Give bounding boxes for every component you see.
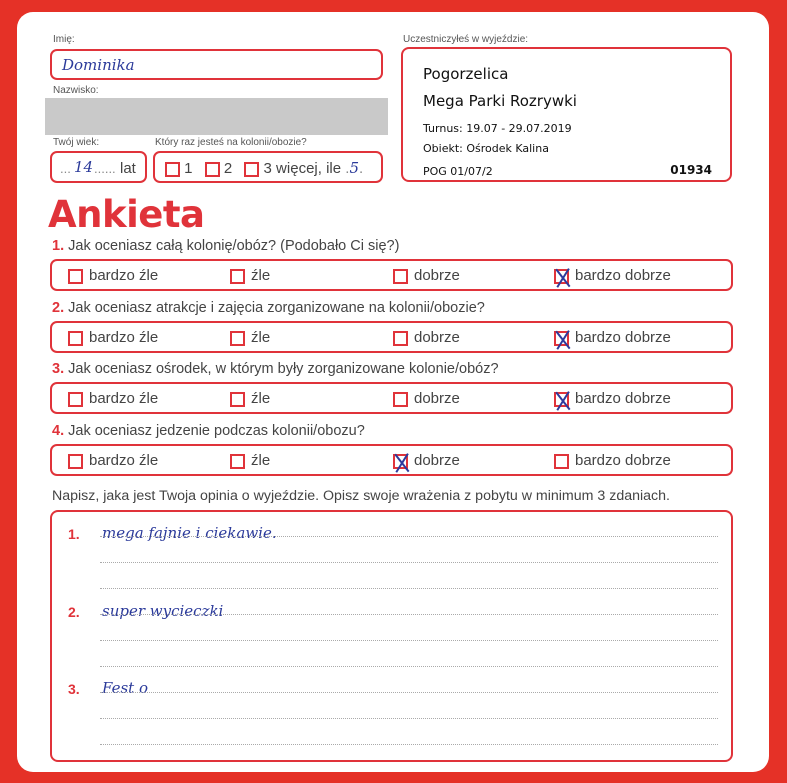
trip-label: Uczestniczyłeś w wyjeździe: (403, 34, 529, 45)
age-dots-after: ...... (94, 161, 116, 176)
option-label: dobrze (414, 390, 460, 407)
trip-name: Mega Parki Rozrywki (423, 92, 577, 110)
option-3-3[interactable] (393, 390, 460, 407)
times-checkbox-3[interactable] (244, 162, 259, 177)
answer-row-3 (50, 382, 733, 414)
times-opt3-label: 3 więcej, ile (263, 160, 342, 177)
age-dots-before: ... (60, 161, 71, 176)
option-1-1[interactable] (68, 267, 158, 284)
option-label: dobrze (414, 452, 460, 469)
times-opt2-label: 2 (223, 160, 233, 177)
writing-line (100, 744, 718, 745)
writing-line (100, 640, 718, 641)
option-2-1[interactable] (68, 329, 158, 346)
opinion-number: 1. (68, 526, 80, 542)
option-2-2[interactable] (230, 329, 270, 346)
option-4-4[interactable] (554, 452, 671, 469)
option-label: dobrze (414, 267, 460, 284)
option-label: bardzo źle (89, 452, 159, 469)
age-label: Twój wiek: (53, 137, 100, 148)
trip-code: POG 01/07/2 (423, 165, 493, 178)
checkbox[interactable] (393, 331, 408, 346)
option-4-2[interactable] (230, 452, 270, 469)
writing-line (100, 692, 718, 693)
option-label: źle (251, 267, 271, 284)
question-text: Jak oceniasz całą kolonię/obóz? (Podobało Ci się?) (68, 238, 400, 254)
age-unit: lat (120, 160, 136, 177)
option-1-2[interactable] (230, 267, 270, 284)
question-number: 1. (52, 238, 69, 254)
option-label: źle (251, 390, 271, 407)
option-2-3[interactable] (393, 329, 460, 346)
checkbox[interactable] (68, 331, 83, 346)
checkbox[interactable] (230, 269, 245, 284)
answer-row-1 (50, 259, 733, 291)
survey-sheet (17, 12, 769, 772)
checkbox[interactable] (230, 392, 245, 407)
trip-place: Pogorzelica (423, 65, 509, 83)
times-checkbox-2[interactable] (205, 162, 220, 177)
option-1-3[interactable] (393, 267, 460, 284)
opinion-text: mega fajnie i ciekawie. (102, 524, 277, 542)
question-4 (52, 423, 365, 439)
age-field[interactable] (50, 151, 147, 183)
option-1-4[interactable] (554, 267, 671, 284)
opinion-number: 3. (68, 681, 80, 697)
checkbox[interactable] (230, 454, 245, 469)
writing-line (100, 588, 718, 589)
question-text: Jak oceniasz ośrodek, w którym były zorganizowane kolonie/obóz? (68, 361, 499, 377)
trip-obiekt: Obiekt: Ośrodek Kalina (423, 142, 549, 155)
writing-line (100, 666, 718, 667)
option-label: bardzo dobrze (575, 390, 671, 407)
checkbox[interactable] (554, 392, 569, 407)
checkbox[interactable] (393, 269, 408, 284)
option-3-2[interactable] (230, 390, 270, 407)
opinion-text: super wycieczki (102, 602, 224, 620)
question-1 (52, 238, 399, 254)
question-number: 2. (52, 300, 69, 316)
trip-info-box (401, 47, 732, 182)
surname-label: Nazwisko: (53, 85, 99, 96)
option-label: bardzo dobrze (575, 329, 671, 346)
opinion-number: 2. (68, 604, 80, 620)
checkbox[interactable] (68, 269, 83, 284)
option-label: dobrze (414, 329, 460, 346)
writing-line (100, 614, 718, 615)
option-label: bardzo dobrze (575, 267, 671, 284)
opinion-text: Fest o (102, 679, 148, 697)
question-text: Jak oceniasz jedzenie podczas kolonii/obozu? (68, 423, 365, 439)
option-4-1[interactable] (68, 452, 158, 469)
times-value: 5 (349, 159, 359, 177)
option-label: bardzo źle (89, 267, 159, 284)
question-3 (52, 361, 499, 377)
option-4-3[interactable] (393, 452, 460, 469)
times-checkbox-1[interactable] (165, 162, 180, 177)
option-label: bardzo źle (89, 329, 159, 346)
name-value: Dominika (62, 56, 135, 74)
checkbox[interactable] (68, 392, 83, 407)
checkbox[interactable] (393, 392, 408, 407)
checkbox[interactable] (554, 454, 569, 469)
opinion-instruction: Napisz, jaka jest Twoja opinia o wyjeździe. Opisz swoje wrażenia z pobytu w minimum 3 zdaniach. (52, 488, 670, 504)
surname-redacted (45, 98, 388, 135)
option-3-1[interactable] (68, 390, 158, 407)
question-number: 3. (52, 361, 69, 377)
opinion-box[interactable] (50, 510, 733, 762)
question-2 (52, 300, 485, 316)
answer-row-4 (50, 444, 733, 476)
times-label: Który raz jesteś na kolonii/obozie? (155, 137, 307, 148)
option-2-4[interactable] (554, 329, 671, 346)
question-text: Jak oceniasz atrakcje i zajęcia zorganizowane na kolonii/obozie? (68, 300, 485, 316)
times-opt1-label: 1 (184, 160, 193, 177)
name-field[interactable] (50, 49, 383, 80)
trip-number: 01934 (670, 163, 712, 177)
writing-line (100, 718, 718, 719)
option-3-4[interactable] (554, 390, 671, 407)
writing-line (100, 562, 718, 563)
option-label: źle (251, 329, 271, 346)
checkbox[interactable] (68, 454, 83, 469)
age-value: 14 (74, 158, 94, 176)
checkbox[interactable] (393, 454, 408, 469)
survey-title: Ankieta (48, 193, 205, 236)
answer-row-2 (50, 321, 733, 353)
checkbox[interactable] (554, 331, 569, 346)
times-field: 1 2 3 więcej, ile .5. (153, 151, 383, 183)
trip-turnus: Turnus: 19.07 - 29.07.2019 (423, 122, 572, 135)
option-label: źle (251, 452, 271, 469)
checkbox[interactable] (554, 269, 569, 284)
option-label: bardzo źle (89, 390, 159, 407)
writing-line (100, 536, 718, 537)
name-label: Imię: (53, 34, 75, 45)
question-number: 4. (52, 423, 69, 439)
option-label: bardzo dobrze (575, 452, 671, 469)
checkbox[interactable] (230, 331, 245, 346)
